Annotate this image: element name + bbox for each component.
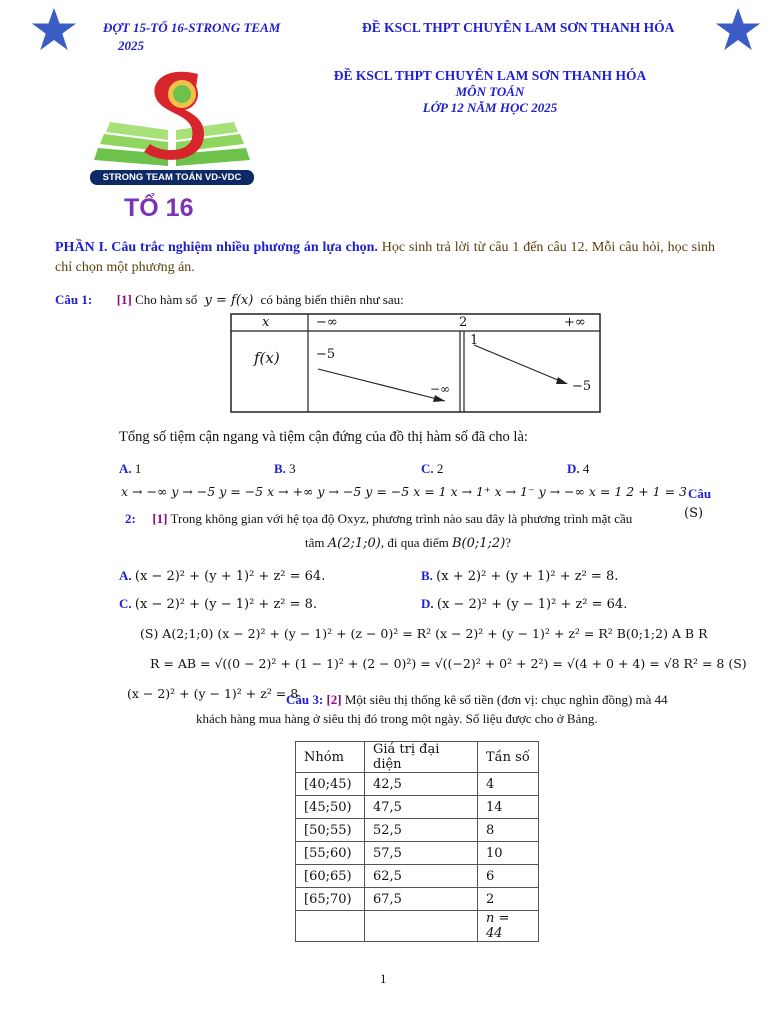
- table-row: [296, 796, 539, 819]
- q2-solution-line2: R = AB = √((0 − 2)² + (1 − 1)² + (2 − 0)²) = √((−2)² + 0² + 2²) = √(4 + 0 + 4) = √8 R² = 8 (S): [150, 656, 747, 671]
- table-cell: 47,5: [365, 796, 478, 819]
- q2-label-b: 2:: [125, 511, 136, 526]
- part1-text: Học sinh trả lời từ câu 1 đến câu 12. Mỗi câu hỏi, học sinh chỉ chọn một phương án.: [55, 240, 715, 275]
- table-cell: 57,5: [365, 842, 478, 865]
- q1-label: Câu 1:: [55, 292, 93, 307]
- table-cell-empty: [365, 911, 478, 942]
- q3-line1: [286, 692, 668, 708]
- q3-text-b: khách hàng mua hàng ở siêu thị đó trong một ngày. Số liệu được cho ở Bảng.: [196, 711, 598, 726]
- table-cell: 42,5: [365, 773, 478, 796]
- q2-option-a[interactable]: A. (x − 2)² + (y + 1)² + z² = 64.: [119, 568, 326, 584]
- vt-value-minus-inf: −∞: [430, 382, 451, 396]
- q1-question: Tổng số tiệm cận ngang và tiệm cận đứng của đồ thị hàm số đã cho là:: [119, 429, 528, 445]
- part1-instructions: [55, 238, 715, 278]
- q2-option-b[interactable]: B. (x + 2)² + (y + 1)² + z² = 8.: [421, 568, 619, 584]
- q2-option-d[interactable]: D. (x − 2)² + (y − 1)² + z² = 64.: [421, 596, 628, 612]
- q1-option-b[interactable]: B. 3: [274, 461, 296, 476]
- table-row: [296, 819, 539, 842]
- q2-point: B(0;1;2): [452, 536, 506, 551]
- q1-option-a[interactable]: A. 1: [119, 461, 142, 476]
- group-title: TỔ 16: [124, 194, 194, 222]
- q1-option-c[interactable]: C. 2: [421, 461, 444, 476]
- table-cell: [60;65): [296, 865, 365, 888]
- table-cell: 4: [478, 773, 539, 796]
- table-cell: 8: [478, 819, 539, 842]
- q1-solution: x → −∞ y → −5 y = −5 x → +∞ y → −5 y = −5 x = 1 x → 1⁺ x → 1⁻ y → −∞ x = 1 2 + 1 = 3: [121, 484, 688, 499]
- table-row: [296, 865, 539, 888]
- q1-text-b: có bảng biến thiên như sau:: [260, 292, 404, 307]
- q2-solution-line1: (S) A(2;1;0) (x − 2)² + (y − 1)² + (z − 0)² = R² (x − 2)² + (y − 1)² + z² = R² B(0;1;2) A B R: [140, 626, 708, 641]
- q2-solution-line3: (x − 2)² + (y − 1)² + z² = 8: [127, 686, 299, 701]
- table-cell: [50;55): [296, 819, 365, 842]
- q2-option-c[interactable]: C. (x − 2)² + (y − 1)² + z² = 8.: [119, 596, 318, 612]
- table-cell: 6: [478, 865, 539, 888]
- table-header: Nhóm: [296, 742, 365, 773]
- header-right: ĐỀ KSCL THPT CHUYÊN LAM SƠN THANH HÓA: [362, 20, 675, 35]
- table-total-row: [296, 911, 539, 942]
- team-logo: [88, 68, 256, 188]
- vt-x-mid: 2: [459, 315, 468, 330]
- q2-center: A(2;1;0): [327, 536, 381, 551]
- table-header-row: [296, 742, 539, 773]
- q1-text-a: Cho hàm số: [135, 292, 198, 307]
- table-cell: [40;45): [296, 773, 365, 796]
- q2-text: Trong không gian với hệ tọa độ Oxyz, phương trình nào sau đây là phương trình mặt cầu: [170, 511, 633, 526]
- q1-line: [55, 292, 404, 308]
- vt-x-left: −∞: [316, 315, 338, 330]
- q2-level: [1]: [152, 511, 168, 526]
- table-cell: 14: [478, 796, 539, 819]
- vt-value-minus5-left: −5: [316, 347, 336, 362]
- table-cell: 52,5: [365, 819, 478, 842]
- table-row: [296, 773, 539, 796]
- table-row: [296, 888, 539, 911]
- table-cell: [55;60): [296, 842, 365, 865]
- header-left-line2: 2025: [118, 38, 144, 53]
- vt-value-one: 1: [470, 333, 479, 348]
- table-cell-empty: [296, 911, 365, 942]
- q1-variation-table: [230, 313, 602, 414]
- part1-heading: PHẦN I. Câu trắc nghiệm nhiều phương án lựa chọn.: [55, 240, 378, 255]
- table-cell: [65;70): [296, 888, 365, 911]
- q2-label-a: Câu: [688, 486, 712, 501]
- logo-banner-text: STRONG TEAM TOÁN VD-VDC: [102, 172, 242, 183]
- table-total: n = 44: [478, 911, 539, 942]
- q2-line: [125, 511, 632, 527]
- exam-grade-year: LỚP 12 NĂM HỌC 2025: [422, 100, 558, 115]
- q3-label: Câu 3:: [286, 692, 324, 707]
- vt-f-label: f(x): [254, 349, 280, 367]
- table-row: [296, 842, 539, 865]
- table-header: Tần số: [478, 742, 539, 773]
- vt-x-label: x: [262, 315, 270, 330]
- q1-option-d[interactable]: D. 4: [567, 461, 590, 476]
- q2-line2: tâm A(2;1;0), đi qua điểm B(0;1;2)?: [305, 535, 512, 551]
- table-cell: 67,5: [365, 888, 478, 911]
- exam-subject: MÔN TOÁN: [455, 84, 525, 99]
- header-left-line1: ĐỢT 15-TỔ 16-STRONG TEAM: [103, 20, 281, 35]
- page-number: 1: [380, 971, 387, 986]
- exam-title: ĐỀ KSCL THPT CHUYÊN LAM SƠN THANH HÓA: [333, 68, 647, 83]
- star-icon-left: [31, 6, 77, 52]
- exam-title-block: [270, 68, 710, 116]
- q3-level: [2]: [326, 692, 342, 707]
- vt-x-right: +∞: [564, 315, 586, 330]
- table-cell: [45;50): [296, 796, 365, 819]
- table-cell: 2: [478, 888, 539, 911]
- table-cell: 10: [478, 842, 539, 865]
- star-icon-right: [715, 6, 761, 52]
- q2-sphere-s: (S): [684, 506, 704, 521]
- q3-text-a: Một siêu thị thống kê số tiền (đơn vị: chục nghìn đồng) mà 44: [344, 692, 668, 707]
- q3-frequency-table: [295, 741, 539, 942]
- q1-function: y = f(x): [204, 293, 254, 308]
- table-header: Giá trị đại diện: [365, 742, 478, 773]
- vt-value-minus5-right: −5: [572, 379, 592, 394]
- table-cell: 62,5: [365, 865, 478, 888]
- q1-level: [1]: [116, 292, 132, 307]
